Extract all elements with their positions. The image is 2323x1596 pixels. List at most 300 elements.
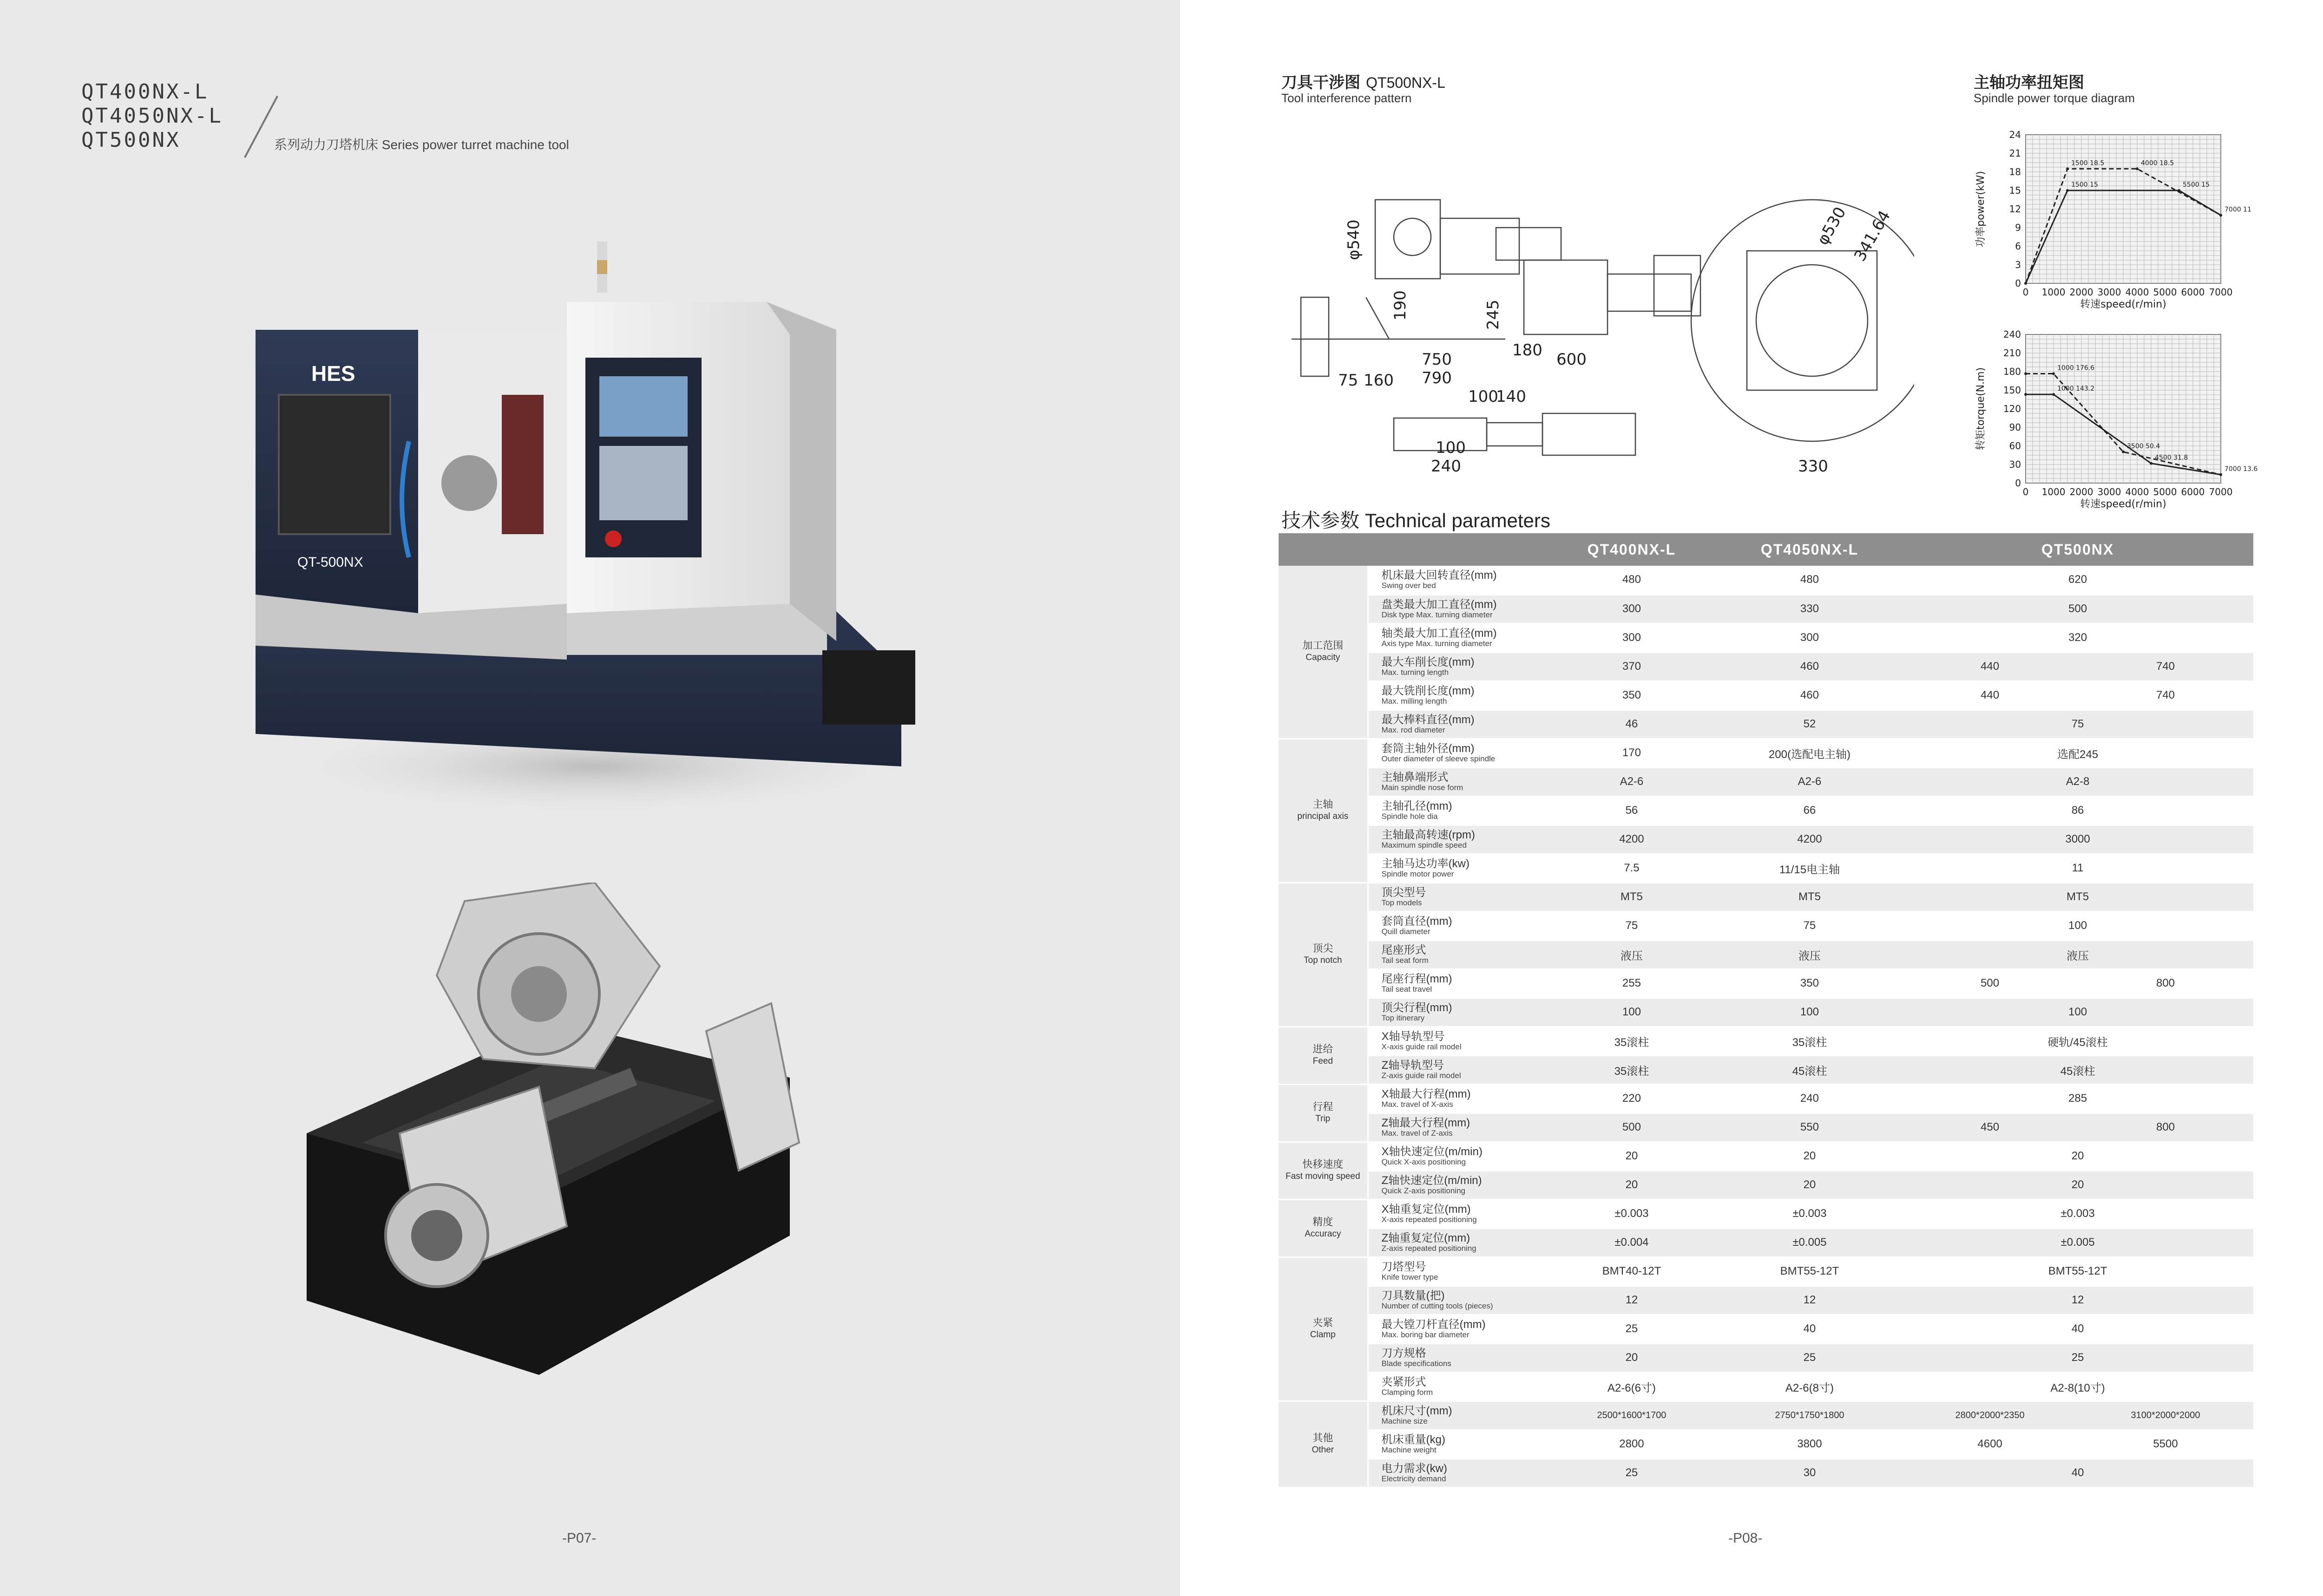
dim-label: 75	[1338, 371, 1358, 390]
table-row	[1279, 566, 2253, 595]
value-cell: 25	[1717, 1343, 1902, 1372]
value-cell: MT5	[1717, 883, 1902, 911]
param-label-en: Blade specifications	[1381, 1359, 1451, 1368]
param-cell	[1368, 566, 1546, 595]
data-annotation: 7000 13.6	[2225, 465, 2258, 473]
x-tick-label: 7000	[2209, 486, 2233, 497]
y-tick-label: 30	[2009, 459, 2021, 470]
param-label-en: Z-axis guide rail model	[1381, 1071, 1461, 1080]
value-cell: ±0.005	[1717, 1228, 1902, 1257]
y-tick-label: 180	[2003, 366, 2021, 377]
value-cell: 350	[1546, 681, 1717, 710]
value-cell: ±0.003	[1717, 1199, 1902, 1228]
dim-label: 100	[1468, 387, 1498, 406]
param-label-cn: 尾座行程(mm)	[1381, 973, 1452, 985]
param-cell	[1368, 623, 1546, 652]
value-cell: 75	[1902, 710, 2253, 739]
x-tick-label: 5000	[2153, 486, 2177, 497]
param-cell	[1368, 883, 1546, 911]
param-cell	[1368, 1055, 1546, 1084]
value-cell: BMT40-12T	[1546, 1257, 1717, 1286]
value-cell: 220	[1546, 1084, 1717, 1113]
table-row	[1279, 710, 2253, 739]
data-point	[2219, 214, 2222, 216]
y-tick-label: 21	[2009, 148, 2021, 159]
value-cell: 20	[1546, 1171, 1717, 1199]
x-tick-label: 5000	[2153, 287, 2177, 298]
param-cell	[1368, 1084, 1546, 1113]
y-tick-label: 150	[2003, 385, 2021, 396]
group-label-cn: 行程	[1312, 1101, 1333, 1112]
value-cell: 52	[1717, 710, 1902, 739]
value-cell: 2800	[1546, 1430, 1717, 1459]
dim-label: 790	[1422, 369, 1452, 387]
param-cell	[1368, 1113, 1546, 1142]
param-label-en: Max. boring bar diameter	[1381, 1330, 1470, 1339]
data-annotation: 1000 176.6	[2057, 364, 2095, 372]
value-cell: ±0.003	[1902, 1199, 2253, 1228]
dim-label: 190	[1391, 290, 1410, 321]
tool-interference-model: QT500NX-L	[1366, 74, 1445, 91]
value-cell: 255	[1546, 969, 1717, 998]
value-cell: 35滚柱	[1717, 1027, 1902, 1055]
tool-interference-title-cn: 刀具干涉图	[1281, 74, 1360, 92]
value-cell: 12	[1546, 1286, 1717, 1315]
value-cell: 40	[1902, 1315, 2253, 1343]
y-tick-label: 60	[2009, 440, 2021, 451]
y-axis-label: 转矩torque(N.m)	[1975, 367, 1987, 451]
param-label-cn: X轴最大行程(mm)	[1381, 1088, 1471, 1100]
group-label-cn: 其他	[1312, 1432, 1333, 1444]
table-header-blank	[1279, 533, 1546, 566]
param-label-en: Electricity demand	[1381, 1474, 1446, 1483]
group-cell	[1279, 1257, 1368, 1401]
value-cell: 选配245	[1902, 739, 2253, 767]
group-label-cn: 快移速度	[1302, 1158, 1344, 1170]
param-label-en: Max. milling length	[1381, 697, 1447, 706]
model-name: QT400NX-L	[81, 80, 209, 104]
spindle-power-chart	[1970, 125, 2258, 321]
technical-parameters-title: 技术参数 Technical parameters	[1281, 510, 1550, 531]
group-label-cn: 主轴	[1312, 798, 1333, 810]
value-cell: 25	[1902, 1343, 2253, 1372]
value-cell: 35滚柱	[1546, 1055, 1717, 1084]
value-cell: 66	[1717, 796, 1902, 825]
value-cell: 240	[1717, 1084, 1902, 1113]
value-cell: ±0.004	[1546, 1228, 1717, 1257]
param-label-cn: X轴重复定位(mm)	[1381, 1203, 1471, 1216]
value-cell: 170	[1546, 739, 1717, 767]
table-row	[1279, 940, 2253, 969]
value-cell: 285	[1902, 1084, 2253, 1113]
value-cell: 2500*1600*1700	[1546, 1401, 1717, 1430]
value-cell: 300	[1717, 623, 1902, 652]
param-label-cn: X轴导轨型号	[1381, 1030, 1445, 1043]
dim-label: 140	[1496, 387, 1526, 406]
param-cell	[1368, 739, 1546, 767]
y-tick-label: 12	[2009, 203, 2021, 215]
param-label-cn: 夹紧形式	[1381, 1376, 1426, 1388]
param-cell	[1368, 825, 1546, 854]
y-tick-label: 15	[2009, 185, 2021, 196]
value-cell: 液压	[1902, 940, 2253, 969]
value-cell: 800	[2078, 1113, 2253, 1142]
value-cell: 480	[1546, 566, 1717, 595]
data-point	[2024, 373, 2027, 375]
dim-label: 750	[1422, 350, 1452, 369]
param-cell	[1368, 1228, 1546, 1257]
y-tick-label: 0	[2015, 278, 2021, 289]
param-cell	[1368, 710, 1546, 739]
value-cell: 35滚柱	[1546, 1027, 1717, 1055]
y-tick-label: 0	[2015, 477, 2021, 489]
param-label-cn: Z轴导轨型号	[1381, 1059, 1444, 1072]
group-cell	[1279, 1142, 1368, 1199]
param-cell	[1368, 854, 1546, 883]
param-label-en: Maximum spindle speed	[1381, 841, 1467, 850]
param-label-en: Tail seat travel	[1381, 985, 1432, 994]
param-label-cn: Z轴重复定位(mm)	[1381, 1232, 1470, 1244]
power-torque-title: 主轴功率扭矩图	[1974, 74, 2084, 92]
param-cell	[1368, 969, 1546, 998]
value-cell: 200(选配电主轴)	[1717, 739, 1902, 767]
param-label-en: X-axis guide rail model	[1381, 1042, 1462, 1051]
dim-label: 330	[1798, 457, 1828, 476]
group-label-en: Clamp	[1310, 1330, 1336, 1340]
value-cell: 550	[1717, 1113, 1902, 1142]
group-cell	[1279, 1401, 1368, 1487]
value-cell: 620	[1902, 566, 2253, 595]
value-cell: 11	[1902, 854, 2253, 883]
page-number: -P08-	[1728, 1531, 1763, 1546]
param-label-en: Quick Z-axis positioning	[1381, 1186, 1465, 1195]
value-cell: 480	[1717, 566, 1902, 595]
dim-label: 341.64	[1851, 207, 1895, 265]
param-label-en: X-axis repeated positioning	[1381, 1215, 1477, 1224]
group-label-en: Other	[1312, 1445, 1334, 1455]
table-row	[1279, 1055, 2253, 1084]
dim-label: φ530	[1813, 203, 1850, 249]
data-point	[2052, 393, 2055, 396]
value-cell: 100	[1717, 998, 1902, 1027]
machine-photo	[242, 242, 929, 836]
value-cell: 3800	[1717, 1430, 1902, 1459]
param-label-cn: 机床最大回转直径(mm)	[1381, 569, 1497, 582]
value-cell: 740	[2078, 652, 2253, 681]
param-label-en: Spindle hole dia	[1381, 812, 1438, 821]
brand-logo: HES	[311, 361, 355, 386]
param-label-en: Swing over bed	[1381, 581, 1436, 590]
param-label-cn: 机床尺寸(mm)	[1381, 1405, 1452, 1417]
value-cell: 500	[1902, 969, 2078, 998]
table-row	[1279, 739, 2253, 767]
table-row	[1279, 883, 2253, 911]
table-row	[1279, 1257, 2253, 1286]
value-cell: 3000	[1902, 825, 2253, 854]
param-label-cn: 轴类最大加工直径(mm)	[1381, 627, 1497, 640]
value-cell: 12	[1717, 1286, 1902, 1315]
value-cell: A2-6(8寸)	[1717, 1372, 1902, 1401]
param-label-cn: 套筒直径(mm)	[1381, 915, 1452, 928]
x-axis-label: 转速speed(r/min)	[2080, 299, 2166, 310]
machine-internal-render	[297, 883, 892, 1384]
table-header-model: QT400NX-L	[1546, 533, 1717, 566]
value-cell: 液压	[1717, 940, 1902, 969]
x-tick-label: 3000	[2097, 287, 2121, 298]
x-tick-label: 1000	[2041, 486, 2066, 497]
group-cell	[1279, 883, 1368, 1027]
value-cell: ±0.003	[1546, 1199, 1717, 1228]
value-cell: 800	[2078, 969, 2253, 998]
param-label-cn: 主轴马达功率(kw)	[1381, 857, 1470, 870]
group-label-cn: 精度	[1312, 1216, 1333, 1228]
value-cell: MT5	[1546, 883, 1717, 911]
value-cell: ±0.005	[1902, 1228, 2253, 1257]
group-label-cn: 夹紧	[1312, 1317, 1333, 1328]
group-label-en: Capacity	[1306, 653, 1340, 663]
dim-label: 160	[1364, 371, 1394, 390]
data-annotation: 1000 143.2	[2057, 385, 2095, 393]
value-cell: 20	[1546, 1142, 1717, 1171]
value-cell: 440	[1902, 652, 2078, 681]
table-row	[1279, 1372, 2253, 1401]
param-label-en: Machine size	[1381, 1417, 1428, 1426]
value-cell: 硬轨/45滚柱	[1902, 1027, 2253, 1055]
table-row	[1279, 1343, 2253, 1372]
param-cell	[1368, 940, 1546, 969]
param-label-cn: 电力需求(kw)	[1381, 1462, 1447, 1475]
param-cell	[1368, 1199, 1546, 1228]
x-tick-label: 1000	[2041, 287, 2066, 298]
value-cell: 40	[1717, 1315, 1902, 1343]
table-row	[1279, 998, 2253, 1027]
table-row	[1279, 1401, 2253, 1430]
table-header-model: QT500NX	[1902, 533, 2253, 566]
x-axis-label: 转速speed(r/min)	[2080, 498, 2166, 510]
param-cell	[1368, 1027, 1546, 1055]
y-tick-label: 18	[2009, 166, 2021, 177]
value-cell: 40	[1902, 1459, 2253, 1487]
technical-parameters-table	[1279, 533, 2253, 1488]
value-cell: 740	[2078, 681, 2253, 710]
param-label-en: Clamping form	[1381, 1388, 1433, 1397]
value-cell: 460	[1717, 652, 1902, 681]
group-label-cn: 加工范围	[1302, 640, 1344, 652]
data-annotation: 4000 18.5	[2141, 159, 2174, 167]
param-label-cn: Z轴快速定位(m/min)	[1381, 1174, 1482, 1187]
value-cell: A2-6	[1546, 767, 1717, 796]
param-label-cn: 盘类最大加工直径(mm)	[1381, 598, 1497, 611]
series-subtitle: 系列动力刀塔机床 Series power turret machine tool	[274, 137, 569, 152]
group-label-en: Trip	[1315, 1114, 1331, 1124]
value-cell: 86	[1902, 796, 2253, 825]
table-row	[1279, 825, 2253, 854]
param-label-en: Spindle motor power	[1381, 870, 1454, 878]
value-cell: 20	[1902, 1142, 2253, 1171]
value-cell: 3100*2000*2000	[2078, 1401, 2253, 1430]
table-row	[1279, 652, 2253, 681]
value-cell: 20	[1546, 1343, 1717, 1372]
x-tick-label: 6000	[2181, 486, 2205, 497]
data-annotation: 1500 15	[2071, 181, 2098, 189]
param-label-cn: Z轴最大行程(mm)	[1381, 1117, 1470, 1129]
value-cell: A2-8(10寸)	[1902, 1372, 2253, 1401]
data-point	[2024, 282, 2027, 285]
table-row	[1279, 1171, 2253, 1199]
param-cell	[1368, 1430, 1546, 1459]
group-cell	[1279, 1199, 1368, 1257]
group-cell	[1279, 566, 1368, 739]
y-tick-label: 240	[2003, 329, 2021, 340]
table-row	[1279, 1084, 2253, 1113]
table-row	[1279, 1286, 2253, 1315]
value-cell: MT5	[1902, 883, 2253, 911]
param-label-cn: 最大镗刀杆直径(mm)	[1381, 1318, 1486, 1331]
param-label-en: Quick X-axis positioning	[1381, 1158, 1466, 1166]
y-tick-label: 210	[2003, 347, 2021, 359]
x-tick-label: 2000	[2069, 486, 2093, 497]
table-row	[1279, 854, 2253, 883]
dim-label: φ540	[1345, 219, 1363, 260]
value-cell: 320	[1902, 623, 2253, 652]
data-point	[2066, 189, 2069, 192]
value-cell: 25	[1546, 1459, 1717, 1487]
y-axis-label: 功率power(kW)	[1975, 171, 1987, 247]
model-name: QT4050NX-L	[81, 104, 223, 128]
param-label-en: Axis type Max. turning diameter	[1381, 639, 1492, 648]
table-row	[1279, 1228, 2253, 1257]
param-label-cn: 刀方规格	[1381, 1347, 1426, 1360]
dim-label: 245	[1484, 300, 1503, 330]
value-cell: 75	[1717, 911, 1902, 940]
value-cell: BMT55-12T	[1902, 1257, 2253, 1286]
value-cell: 5500	[2078, 1430, 2253, 1459]
data-point	[2219, 473, 2222, 476]
param-label-cn: 主轴鼻端形式	[1381, 771, 1449, 784]
value-cell: BMT55-12T	[1717, 1257, 1902, 1286]
param-label-cn: 套筒主轴外径(mm)	[1381, 742, 1475, 755]
value-cell: 2750*1750*1800	[1717, 1401, 1902, 1430]
table-row	[1279, 1315, 2253, 1343]
table-row	[1279, 595, 2253, 623]
title-divider	[244, 96, 278, 158]
dim-label: 600	[1556, 350, 1587, 369]
value-cell: 12	[1902, 1286, 2253, 1315]
y-tick-label: 9	[2015, 222, 2021, 233]
table-row	[1279, 681, 2253, 710]
param-label-en: Knife tower type	[1381, 1273, 1438, 1282]
value-cell: 45滚柱	[1717, 1055, 1902, 1084]
y-tick-label: 24	[2009, 129, 2021, 140]
param-label-cn: 最大铣削长度(mm)	[1381, 685, 1475, 697]
value-cell: A2-6(6寸)	[1546, 1372, 1717, 1401]
param-label-en: Machine weight	[1381, 1446, 1437, 1454]
table-header-model: QT4050NX-L	[1717, 533, 1902, 566]
data-annotation: 1500 18.5	[2071, 159, 2105, 167]
param-cell	[1368, 1171, 1546, 1199]
param-label-en: Top itinerary	[1381, 1014, 1425, 1022]
value-cell: 46	[1546, 710, 1717, 739]
value-cell: 440	[1902, 681, 2078, 710]
data-point	[2150, 462, 2152, 465]
group-label-cn: 顶尖	[1312, 942, 1333, 954]
param-label-en: Top models	[1381, 898, 1422, 907]
data-point	[2024, 393, 2027, 396]
table-row	[1279, 623, 2253, 652]
param-label-cn: 主轴最高转速(rpm)	[1381, 829, 1475, 841]
param-cell	[1368, 1459, 1546, 1487]
table-row	[1279, 1142, 2253, 1171]
param-label-en: Max. rod diameter	[1381, 726, 1445, 734]
table-row	[1279, 796, 2253, 825]
value-cell: 450	[1902, 1113, 2078, 1142]
model-name: QT500NX	[81, 128, 181, 152]
param-cell	[1368, 1315, 1546, 1343]
power-torque-subtitle: Spindle power torque diagram	[1974, 91, 2135, 105]
table-row	[1279, 1199, 2253, 1228]
table-row	[1279, 1459, 2253, 1487]
data-annotation: 7000 11	[2225, 206, 2251, 214]
param-label-en: Outer diameter of sleeve spindle	[1381, 754, 1496, 763]
data-point	[2122, 451, 2125, 453]
page-number: -P07-	[562, 1531, 597, 1546]
value-cell: 30	[1717, 1459, 1902, 1487]
value-cell: 4200	[1717, 825, 1902, 854]
param-cell	[1368, 911, 1546, 940]
value-cell: 500	[1546, 1113, 1717, 1142]
group-label-en: Feed	[1312, 1056, 1333, 1066]
param-label-cn: 最大棒料直径(mm)	[1381, 713, 1475, 726]
value-cell: 11/15电主轴	[1717, 854, 1902, 883]
param-label-en: Max. travel of X-axis	[1381, 1100, 1453, 1109]
value-cell: 25	[1546, 1315, 1717, 1343]
data-point	[2136, 167, 2139, 170]
param-label-cn: 刀具数量(把)	[1381, 1289, 1445, 1302]
param-label-en: Tail seat form	[1381, 956, 1429, 965]
param-cell	[1368, 1257, 1546, 1286]
group-label-en: Accuracy	[1305, 1229, 1341, 1239]
param-cell	[1368, 1401, 1546, 1430]
x-tick-label: 3000	[2097, 486, 2121, 497]
value-cell: 56	[1546, 796, 1717, 825]
x-tick-label: 7000	[2209, 287, 2233, 298]
value-cell: 460	[1717, 681, 1902, 710]
value-cell: 20	[1717, 1171, 1902, 1199]
param-label-en: Number of cutting tools (pieces)	[1381, 1302, 1493, 1310]
value-cell: 20	[1717, 1142, 1902, 1171]
param-label-cn: X轴快速定位(m/min)	[1381, 1145, 1483, 1158]
value-cell: 370	[1546, 652, 1717, 681]
param-label-en: Disk type Max. turning diameter	[1381, 610, 1493, 619]
param-cell	[1368, 998, 1546, 1027]
value-cell: 350	[1717, 969, 1902, 998]
group-label-en: principal axis	[1297, 811, 1349, 821]
value-cell: 330	[1717, 595, 1902, 623]
value-cell: A2-8	[1902, 767, 2253, 796]
param-label-cn: 尾座形式	[1381, 944, 1426, 956]
y-tick-label: 3	[2015, 259, 2021, 270]
data-point	[2066, 167, 2069, 170]
tool-interference-title	[1281, 70, 1445, 92]
value-cell: A2-6	[1717, 767, 1902, 796]
param-label-en: Z-axis repeated positioning	[1381, 1244, 1476, 1253]
data-annotation: 5500 15	[2183, 181, 2210, 189]
group-label-en: Top notch	[1304, 955, 1342, 965]
group-label-en: Fast moving speed	[1285, 1171, 1360, 1181]
value-cell: 300	[1546, 623, 1717, 652]
value-cell: 2800*2000*2350	[1902, 1401, 2078, 1430]
param-cell	[1368, 1286, 1546, 1315]
